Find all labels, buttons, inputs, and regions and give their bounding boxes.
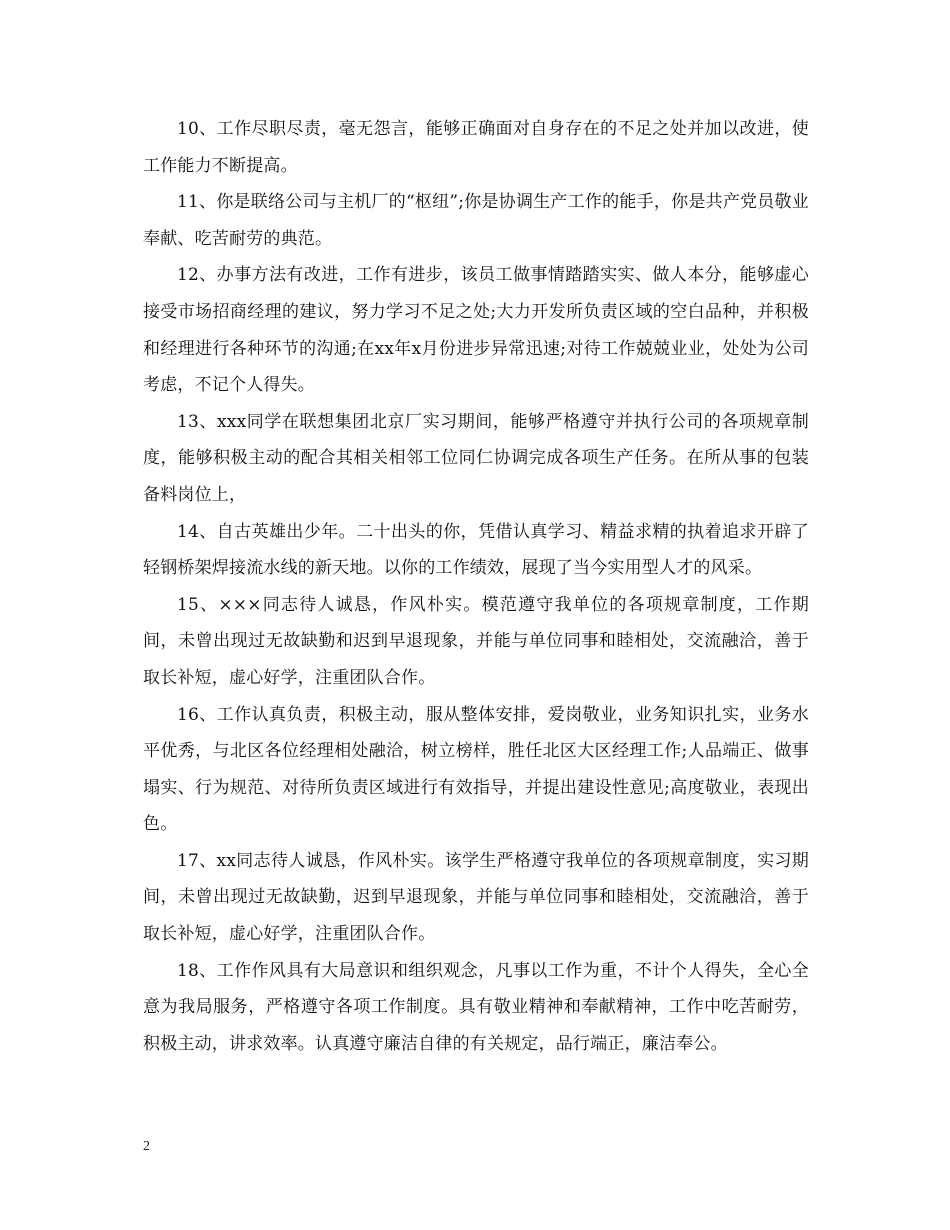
paragraph-16: 16、工作认真负责，积极主动，服从整体安排，爱岗敬业，业务知识扎实，业务水平优秀，与北区各位经理相处融洽，树立榜样，胜任北区大区经理工作;人品端正、做事塌实、行为规范、对待所负责区域进行有效指导，并提出建设性意见;高度敬业，表现出色。 [143,704,809,835]
paragraph-11: 11、你是联络公司与主机厂的“枢纽”;你是协调生产工作的能手，你是共产党员敬业奉献、吃苦耐劳的典范。 [143,192,809,249]
paragraph-15: 15、×××同志待人诚恳，作风朴实。模范遵守我单位的各项规章制度，工作期间，未曾出现过无故缺勤和迟到早退现象，并能与单位同事和睦相处，交流融洽，善于取长补短，虚心好学，注重团队合作。 [143,594,809,688]
paragraph-12: 12、办事方法有改进，工作有进步，该员工做事情踏踏实实、做人本分，能够虚心接受市场招商经理的建议，努力学习不足之处;大力开发所负责区域的空白品种，并积极和经理进行各种环节的沟通;在xx年x月份进步异常迅速;对待工作兢兢业业，处处为公司考虑，不记个人得失。 [143,265,809,396]
page-number: 2 [143,1139,150,1154]
paragraph-18: 18、工作作风具有大局意识和组织观念，凡事以工作为重，不计个人得失，全心全意为我局服务，严格遵守各项工作制度。具有敬业精神和奉献精神，工作中吃苦耐劳，积极主动，讲求效率。认真遵守廉洁自律的有关规定，品行端正，廉洁奉公。 [143,960,809,1054]
paragraph-10: 10、工作尽职尽责，毫无怨言，能够正确面对自身存在的不足之处并加以改进，使工作能力不断提高。 [143,119,809,176]
paragraph-14: 14、自古英雄出少年。二十出头的你，凭借认真学习、精益求精的执着追求开辟了轻钢桥架焊接流水线的新天地。以你的工作绩效，展现了当今实用型人才的风采。 [143,521,809,579]
paragraph-13: 13、xxx同学在联想集团北京厂实习期间，能够严格遵守并执行公司的各项规章制度，能够积极主动的配合其相关相邻工位同仁协调完成各项生产任务。在所从事的包装备料岗位上， [143,411,809,505]
paragraph-17: 17、xx同志待人诚恳，作风朴实。该学生严格遵守我单位的各项规章制度，实习期间，未曾出现过无故缺勤，迟到早退现象，并能与单位同事和睦相处，交流融洽，善于取长补短，虚心好学，注重团队合作。 [143,850,809,945]
document-body [143,111,809,1062]
